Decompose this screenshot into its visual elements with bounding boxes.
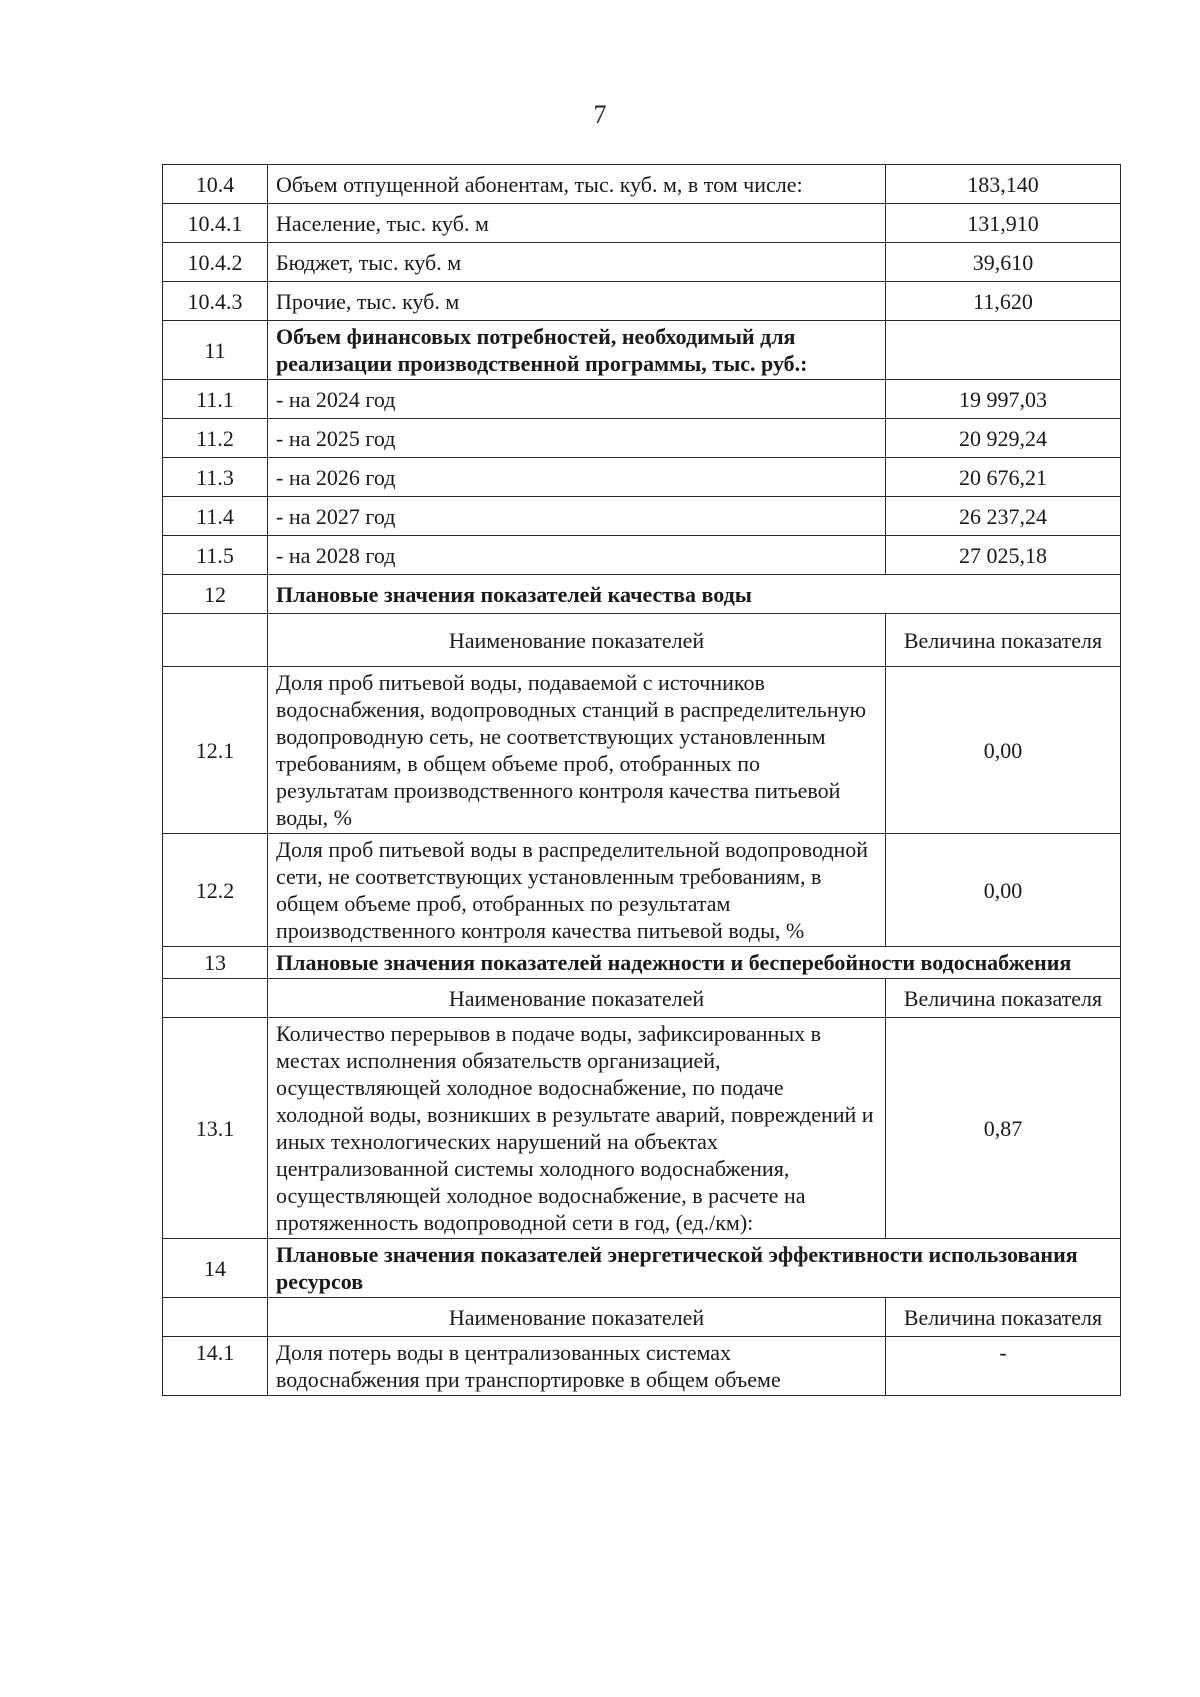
table-row — [163, 321, 1121, 380]
row-name: Количество перерывов в подаче воды, зафиксированных в местах исполнения обязательств организацией, осуществляющей холодное водоснабжение, по подаче холодной воды, возникших в результате аварий, повреждений и иных технологических нарушений на объектах централизованной системы холодного водоснабжения, осуществляющей холодное водоснабжение, в расчете на протяженность водопроводной сети в год, (ед./км): — [268, 1018, 886, 1239]
row-name: - на 2026 год — [268, 458, 886, 497]
indicator-row — [163, 834, 1121, 947]
row-name: - на 2027 год — [268, 497, 886, 536]
table-row — [163, 497, 1121, 536]
indicator-row — [163, 667, 1121, 834]
row-value: 20 676,21 — [886, 458, 1121, 497]
section-title: Плановые значения показателей качества воды — [268, 575, 1121, 614]
row-value: - — [886, 1337, 1121, 1396]
section-title: Плановые значения показателей энергетической эффективности использования ресурсов — [268, 1239, 1121, 1298]
row-number: 10.4.3 — [163, 282, 268, 321]
row-value: 183,140 — [886, 165, 1121, 204]
column-header-value: Величина показателя — [886, 1298, 1121, 1337]
row-value — [886, 321, 1121, 380]
section-number: 13 — [163, 947, 268, 979]
table-row — [163, 419, 1121, 458]
table-row — [163, 536, 1121, 575]
indicator-row — [163, 1018, 1121, 1239]
row-number: 11.2 — [163, 419, 268, 458]
row-value: 131,910 — [886, 204, 1121, 243]
section-number: 12 — [163, 575, 268, 614]
empty-cell — [163, 1298, 268, 1337]
section-header-row — [163, 1239, 1121, 1298]
column-header-value: Величина показателя — [886, 979, 1121, 1018]
row-name: Доля потерь воды в централизованных системах водоснабжения при транспортировке в общем объеме — [268, 1337, 886, 1396]
row-name: - на 2028 год — [268, 536, 886, 575]
row-value: 19 997,03 — [886, 380, 1121, 419]
table-row — [163, 243, 1121, 282]
indicator-row — [163, 1337, 1121, 1396]
section-header-row — [163, 575, 1121, 614]
row-name: - на 2025 год — [268, 419, 886, 458]
column-header-name: Наименование показателей — [268, 979, 886, 1018]
row-name: Прочие, тыс. куб. м — [268, 282, 886, 321]
row-name: Доля проб питьевой воды, подаваемой с источников водоснабжения, водопроводных станций в распределительную водопроводную сеть, не соответствующих установленным требованиям, в общем объеме проб, отобранных по результатам производственного контроля качества питьевой воды, % — [268, 667, 886, 834]
column-header-row — [163, 979, 1121, 1018]
table-row — [163, 165, 1121, 204]
column-header-value: Величина показателя — [886, 614, 1121, 667]
row-name: Население, тыс. куб. м — [268, 204, 886, 243]
row-number: 10.4.2 — [163, 243, 268, 282]
row-number: 11.4 — [163, 497, 268, 536]
table-row — [163, 282, 1121, 321]
section-header-row — [163, 947, 1121, 979]
row-name: Бюджет, тыс. куб. м — [268, 243, 886, 282]
row-value: 20 929,24 — [886, 419, 1121, 458]
row-name: Объем финансовых потребностей, необходимый для реализации производственной программы, тыс. руб.: — [268, 321, 886, 380]
row-number: 11.3 — [163, 458, 268, 497]
row-number: 10.4 — [163, 165, 268, 204]
row-number: 11.5 — [163, 536, 268, 575]
row-value: 27 025,18 — [886, 536, 1121, 575]
column-header-row — [163, 1298, 1121, 1337]
row-name: Доля проб питьевой воды в распределительной водопроводной сети, не соответствующих установленным требованиям, в общем объеме проб, отобранных по результатам производственного контроля качества питьевой воды, % — [268, 834, 886, 947]
section-title: Плановые значения показателей надежности и бесперебойности водоснабжения — [268, 947, 1121, 979]
row-value: 0,00 — [886, 834, 1121, 947]
table-row — [163, 380, 1121, 419]
row-number: 12.2 — [163, 834, 268, 947]
row-number: 11.1 — [163, 380, 268, 419]
page-number: 7 — [593, 100, 607, 129]
row-number: 13.1 — [163, 1018, 268, 1239]
row-number: 12.1 — [163, 667, 268, 834]
program-table — [162, 164, 1121, 1396]
row-value: 26 237,24 — [886, 497, 1121, 536]
row-name: Объем отпущенной абонентам, тыс. куб. м, в том числе: — [268, 165, 886, 204]
empty-cell — [163, 614, 268, 667]
column-header-name: Наименование показателей — [268, 614, 886, 667]
row-number: 10.4.1 — [163, 204, 268, 243]
row-value: 0,87 — [886, 1018, 1121, 1239]
table-row — [163, 204, 1121, 243]
table-row — [163, 458, 1121, 497]
row-number: 11 — [163, 321, 268, 380]
column-header-row — [163, 614, 1121, 667]
row-value: 0,00 — [886, 667, 1121, 834]
column-header-name: Наименование показателей — [268, 1298, 886, 1337]
row-number: 14.1 — [163, 1337, 268, 1396]
empty-cell — [163, 979, 268, 1018]
row-value: 39,610 — [886, 243, 1121, 282]
row-name: - на 2024 год — [268, 380, 886, 419]
section-number: 14 — [163, 1239, 268, 1298]
row-value: 11,620 — [886, 282, 1121, 321]
